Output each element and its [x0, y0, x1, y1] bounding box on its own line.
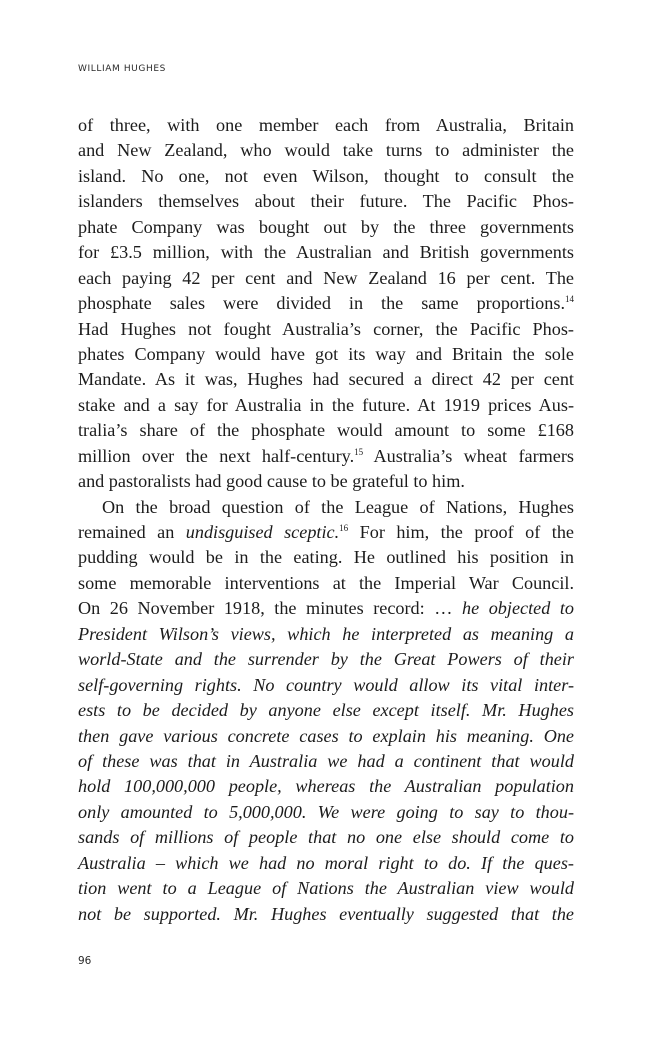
text-run: For him, the proof of the [348, 522, 574, 542]
text-line: On the broad question of the League of Nations, Hughes [102, 496, 574, 517]
text-line [78, 520, 574, 545]
text-run: remained an [78, 522, 186, 542]
text-line [78, 444, 574, 469]
text-line: phate Company was bought out by the three governments [78, 216, 574, 237]
text-line: stake and a say for Australia in the future. At 1919 prices Aus- [78, 394, 574, 415]
text-line: Australia – which we had no moral right to do. If the ques- [78, 852, 574, 873]
page-number: 96 [78, 955, 92, 967]
text-line: of these was that in Australia we had a continent that would [78, 750, 574, 771]
italic-run: he objected to [461, 598, 574, 619]
text-line: only amounted to 5,000,000. We were going to say to thou- [78, 801, 574, 822]
text-line: islanders themselves about their future. The Pacific Phos- [78, 191, 574, 212]
body-text [78, 113, 574, 927]
text-run: million over the next half-century. [78, 445, 355, 466]
text-line: sands of millions of people that no one else should come to [78, 827, 574, 848]
text-line: tralia’s share of the phosphate would amount to some £168 [78, 420, 574, 441]
text-line [78, 596, 574, 621]
text-line: each paying 42 per cent and New Zealand 16 per cent. The [78, 267, 574, 288]
text-run: phosphate sales were divided in the same proportions. [78, 293, 565, 314]
text-line: Had Hughes not fought Australia’s corner, the Pacific Phos- [78, 318, 574, 339]
text-line: and New Zealand, who would take turns to administer the [78, 140, 574, 161]
text-line: world-State and the surrender by the Great Powers of their [78, 649, 574, 670]
text-line [78, 291, 574, 316]
text-line: phates Company would have got its way and Britain the sole [78, 343, 574, 364]
text-line: not be supported. Mr. Hughes eventually suggested that the [78, 903, 574, 924]
running-head: WILLIAM HUGHES [78, 64, 166, 74]
text-line: ests to be decided by anyone else except itself. Mr. Hughes [78, 700, 574, 721]
text-line: some memorable interventions at the Imperial War Council. [78, 572, 574, 593]
text-line: and pastoralists had good cause to be grateful to him. [78, 471, 465, 492]
text-line: pudding would be in the eating. He outlined his position in [78, 547, 574, 568]
footnote-marker: 15 [354, 446, 364, 457]
text-line: for £3.5 million, with the Australian and British governments [78, 242, 574, 263]
text-line: President Wilson’s views, which he interpreted as meaning a [78, 623, 574, 644]
footnote-marker: 14 [565, 294, 574, 305]
text-line: self-governing rights. No country would allow its vital inter- [78, 674, 574, 695]
text-line: Mandate. As it was, Hughes had secured a direct 42 per cent [78, 369, 574, 390]
italic-run: undisguised sceptic. [185, 522, 340, 542]
text-run: On 26 November 1918, the minutes record: … [78, 598, 462, 619]
footnote-marker: 16 [339, 523, 349, 533]
text-line: island. No one, not even Wilson, thought to consult the [78, 165, 574, 186]
text-line: of three, with one member each from Australia, Britain [78, 115, 574, 135]
text-line: tion went to a League of Nations the Australian view would [78, 878, 574, 899]
text-line: hold 100,000,000 people, whereas the Australian population [78, 776, 574, 797]
text-line: then gave various concrete cases to explain his meaning. One [78, 725, 574, 746]
text-run: Australia’s wheat farmers [363, 445, 574, 466]
